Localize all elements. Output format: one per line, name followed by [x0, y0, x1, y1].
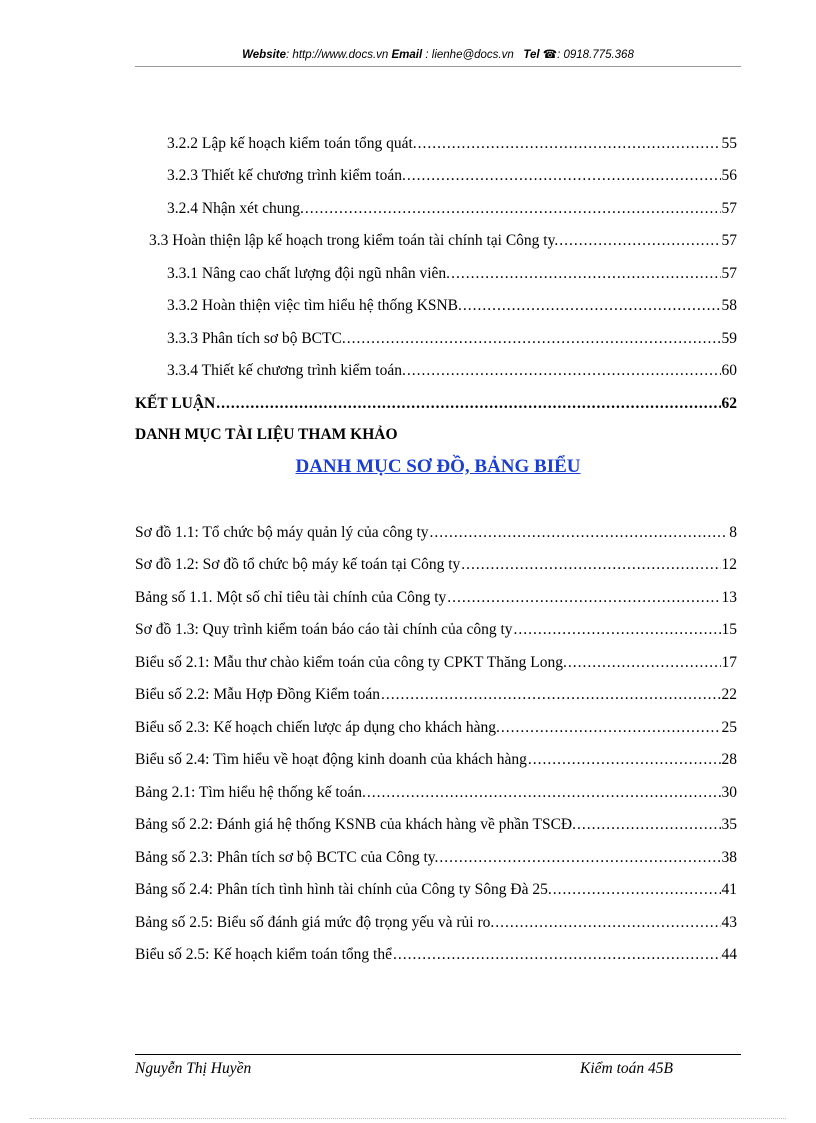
figure-item-label: Sơ đồ 1.3: Quy trình kiểm toán báo cáo tài chính của công ty — [135, 621, 513, 638]
figure-item-label: Biểu số 2.3: Kế hoạch chiến lược áp dụng cho khách hàng. — [135, 719, 500, 736]
leader-dots — [407, 361, 721, 381]
leader-dots — [495, 913, 720, 933]
figure-item — [135, 880, 737, 900]
figure-item-page: 41 — [721, 881, 737, 898]
figure-item-page: 28 — [721, 751, 737, 768]
figure-item-label: Bảng số 2.3: Phân tích sơ bộ BCTC của Công ty. — [135, 849, 439, 866]
figure-item-page: 17 — [721, 654, 737, 671]
toc-item-label: 3.3.3 Phân tích sơ bộ BCTC. — [167, 330, 346, 347]
leader-dots — [501, 718, 721, 738]
leader-dots — [367, 783, 721, 803]
toc-item-page: 58 — [721, 297, 737, 314]
figure-item-label: Bảng số 2.5: Biểu số đánh giá mức độ trọng yếu và rủi ro. — [135, 914, 495, 931]
figure-item-label: Bảng số 2.2: Đánh giá hệ thống KSNB của khách hàng về phần TSCĐ. — [135, 816, 576, 833]
leader-dots — [439, 848, 720, 868]
leader-dots — [577, 815, 721, 835]
leader-dots — [528, 750, 721, 770]
figure-item — [135, 620, 737, 640]
leader-dots — [568, 653, 721, 673]
footer-divider — [135, 1054, 741, 1055]
toc-item-label: 3.2.4 Nhận xét chung. — [167, 200, 304, 217]
figure-item-label: Bảng số 2.4: Phân tích tình hình tài chính của Công ty Sông Đà 25. — [135, 881, 552, 898]
email-label: Email — [391, 49, 423, 61]
figures-title: DANH MỤC SƠ ĐỒ, BẢNG BIỂU — [295, 456, 581, 477]
figure-item — [135, 848, 737, 868]
leader-dots — [451, 264, 720, 284]
toc-item-page: 59 — [721, 330, 737, 347]
figure-item-page: 8 — [729, 524, 737, 541]
toc-item-page: 57 — [721, 232, 737, 249]
figure-item — [135, 945, 737, 965]
figure-item-page: 15 — [721, 621, 737, 638]
figure-item-page: 38 — [721, 849, 737, 866]
toc-item — [167, 134, 737, 154]
leader-dots — [305, 199, 721, 219]
footer-author: Nguyễn Thị Huyền — [135, 1060, 252, 1077]
phone-icon: ☎ — [542, 49, 558, 61]
email-value: : lienhe@docs.vn — [422, 49, 514, 61]
figure-item — [135, 750, 737, 770]
leader-dots — [347, 329, 721, 349]
figure-item — [135, 653, 737, 673]
toc-item-label: 3.2.2 Lập kế hoạch kiểm toán tổng quát. — [167, 135, 417, 152]
figure-item-label: Biểu số 2.2: Mẫu Hợp Đồng Kiểm toán — [135, 686, 380, 703]
figure-item — [135, 588, 737, 608]
leader-dots — [418, 134, 721, 154]
toc-item-label: 3.3.1 Nâng cao chất lượng đội ngũ nhân viên. — [167, 265, 451, 282]
toc-item-page: 57 — [721, 265, 737, 282]
leader-dots — [393, 945, 721, 965]
leader-dots — [514, 620, 721, 640]
figure-item-page: 25 — [721, 719, 737, 736]
figure-item — [135, 523, 737, 543]
references-heading: DANH MỤC TÀI LIỆU THAM KHẢO — [135, 426, 398, 443]
toc-item-page: 60 — [721, 362, 737, 379]
toc-item-label: KẾT LUẬN — [135, 395, 216, 412]
toc-item-label: 3.2.3 Thiết kế chương trình kiểm toán. — [167, 167, 406, 184]
website-value: : http://www.docs.vn — [286, 49, 389, 61]
header-divider — [135, 66, 741, 67]
figure-item-label: Bảng 2.1: Tìm hiểu hệ thống kế toán. — [135, 784, 366, 801]
toc-item — [149, 231, 737, 251]
toc-item-page: 55 — [721, 135, 737, 152]
figure-item — [135, 718, 737, 738]
figure-item-page: 13 — [721, 589, 737, 606]
leader-dots — [381, 685, 721, 705]
tel-label: Tel — [523, 49, 540, 61]
figure-item-page: 35 — [721, 816, 737, 833]
toc-item — [167, 264, 737, 284]
leader-dots — [447, 588, 720, 608]
toc-item-page: 56 — [721, 167, 737, 184]
toc-item-label: 3.3.4 Thiết kế chương trình kiểm toán. — [167, 362, 406, 379]
figure-item-page: 22 — [721, 686, 737, 703]
figure-item-label: Biểu số 2.4: Tìm hiểu về hoạt động kinh doanh của khách hàng — [135, 751, 527, 768]
figure-item-label: Sơ đồ 1.1: Tổ chức bộ máy quản lý của công ty — [135, 524, 429, 541]
toc-item — [167, 166, 737, 186]
figure-item — [135, 815, 737, 835]
toc-item-label: 3.3.2 Hoàn thiện việc tìm hiểu hệ thống KSNB. — [167, 297, 462, 314]
toc-item-label: 3.3 Hoàn thiện lập kế hoạch trong kiểm toán tài chính tại Công ty. — [149, 232, 559, 249]
figure-item-page: 43 — [721, 914, 737, 931]
figure-item-page: 44 — [721, 946, 737, 963]
figure-item — [135, 783, 737, 803]
toc-item — [167, 296, 737, 316]
figure-item — [135, 913, 737, 933]
figure-item — [135, 555, 737, 575]
leader-dots — [407, 166, 721, 186]
figure-item-label: Biểu số 2.1: Mẫu thư chào kiểm toán của công ty CPKT Thăng Long. — [135, 654, 567, 671]
footer-class: Kiểm toán 45B — [580, 1060, 673, 1077]
figure-item-label: Bảng số 1.1. Một số chỉ tiêu tài chính của Công ty — [135, 589, 447, 606]
figure-item-label: Sơ đồ 1.2: Sơ đồ tổ chức bộ máy kế toán tại Công ty — [135, 556, 461, 573]
toc-item-conclusion — [135, 394, 737, 414]
leader-dots — [559, 231, 720, 251]
figure-item-page: 12 — [721, 556, 737, 573]
figure-item-page: 30 — [721, 784, 737, 801]
tel-value: : 0918.775.368 — [557, 49, 634, 61]
leader-dots — [463, 296, 721, 316]
website-label: Website — [242, 49, 287, 61]
toc-item — [167, 329, 737, 349]
page-edge-dots — [30, 1118, 786, 1119]
leader-dots — [553, 880, 721, 900]
leader-dots — [216, 394, 720, 414]
toc-item — [167, 361, 737, 381]
figure-item — [135, 685, 737, 705]
figure-item-label: Biểu số 2.5: Kế hoạch kiểm toán tổng thể — [135, 946, 392, 963]
leader-dots — [461, 555, 720, 575]
toc-item — [167, 199, 737, 219]
page-header — [135, 47, 741, 61]
toc-item-page: 57 — [721, 200, 737, 217]
leader-dots — [430, 523, 729, 543]
toc-item-page: 62 — [721, 395, 737, 412]
